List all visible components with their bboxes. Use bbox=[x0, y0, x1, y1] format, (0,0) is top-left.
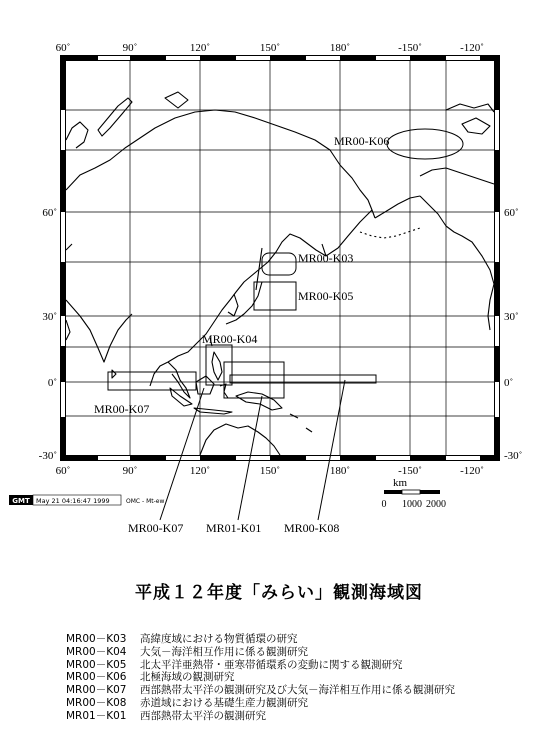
label-mr00-k04: MR00-K04 bbox=[202, 332, 258, 346]
legend-code: MR00－K05 bbox=[66, 658, 127, 671]
lat-tick-label: 60˚ bbox=[42, 207, 57, 219]
lat-tick-label: 0˚ bbox=[47, 377, 57, 389]
legend-code: MR00－K08 bbox=[66, 696, 127, 709]
legend-desc: 高緯度域における物質循環の研究 bbox=[140, 633, 298, 645]
legend-desc: 西部熱帯太平洋の観測研究及び大気－海洋相互作用に係る観測研究 bbox=[140, 684, 455, 697]
scale-unit: km bbox=[392, 477, 408, 489]
legend-item bbox=[66, 710, 455, 723]
lat-tick-label: -30˚ bbox=[504, 450, 523, 462]
legend-code: MR00－K04 bbox=[66, 645, 127, 658]
legend-code: MR01－K01 bbox=[66, 709, 127, 722]
legend-item bbox=[66, 659, 455, 672]
legend-list bbox=[66, 633, 455, 723]
label-bottom-mr00-k08: MR00-K08 bbox=[284, 521, 340, 535]
lat-tick-label: 0˚ bbox=[504, 377, 514, 389]
legend-desc: 北極海域の観測研究 bbox=[140, 671, 235, 684]
legend-desc: 北太平洋亜熱帯・亜寒帯循環系の変動に関する観測研究 bbox=[140, 658, 403, 671]
lon-tick-label: 90˚ bbox=[122, 42, 138, 54]
scale-label-2000: 2000 bbox=[426, 499, 446, 510]
lon-tick-label: 60˚ bbox=[55, 465, 71, 477]
area-mr00-k03 bbox=[262, 253, 296, 275]
lat-tick-label: 30˚ bbox=[504, 311, 519, 323]
legend-item bbox=[66, 671, 455, 684]
lon-tick-label: -120˚ bbox=[460, 42, 484, 54]
lon-tick-label: -120˚ bbox=[460, 465, 484, 477]
lat-tick-label: -30˚ bbox=[38, 450, 57, 462]
legend-code: MR00－K03 bbox=[66, 633, 127, 645]
lon-tick-label: 150˚ bbox=[259, 465, 281, 477]
lat-ticks-left bbox=[39, 207, 57, 462]
scale-label-0: 0 bbox=[381, 499, 387, 510]
gmt-badge: GMT bbox=[12, 497, 30, 505]
label-mr00-k06: MR00-K06 bbox=[334, 134, 390, 148]
lat-tick-label: 30˚ bbox=[42, 311, 57, 323]
lon-tick-label: 120˚ bbox=[189, 465, 211, 477]
graticule bbox=[66, 61, 494, 455]
scale-bar bbox=[382, 477, 447, 510]
lon-tick-label: 180˚ bbox=[329, 465, 351, 477]
legend-desc: 赤道域における基礎生産力観測研究 bbox=[140, 696, 308, 709]
gmt-stamp bbox=[9, 495, 164, 505]
legend-code: MR00－K07 bbox=[66, 684, 127, 697]
legend-item bbox=[66, 697, 455, 710]
label-mr00-k03: MR00-K03 bbox=[298, 251, 354, 265]
page-title: 平成１２年度「みらい」観測海域図 bbox=[135, 583, 423, 603]
legend-code: MR00－K06 bbox=[66, 671, 127, 684]
lon-ticks-bottom bbox=[56, 465, 484, 477]
map-frame bbox=[60, 55, 500, 461]
lon-tick-label: 60˚ bbox=[55, 42, 71, 54]
legend-item bbox=[66, 633, 455, 646]
lon-ticks-top bbox=[56, 42, 484, 54]
legend-desc: 大気－海洋相互作用に係る観測研究 bbox=[140, 645, 308, 658]
lon-tick-label: 120˚ bbox=[189, 42, 211, 54]
lon-tick-label: -150˚ bbox=[398, 465, 422, 477]
label-mr00-k07: MR00-K07 bbox=[94, 402, 150, 416]
scale-label-1000: 1000 bbox=[402, 499, 422, 510]
gmt-timestamp: May 21 04:16:47 1999 bbox=[36, 497, 110, 505]
lat-ticks-right bbox=[504, 207, 522, 462]
label-mr00-k05: MR00-K05 bbox=[298, 289, 354, 303]
label-bottom-mr01-k01: MR01-K01 bbox=[206, 521, 262, 535]
legend-item bbox=[66, 646, 455, 659]
lon-tick-label: 180˚ bbox=[329, 42, 351, 54]
legend-item bbox=[66, 684, 455, 697]
area-mr00-k06 bbox=[387, 129, 463, 159]
lon-tick-label: 90˚ bbox=[122, 465, 138, 477]
lon-tick-label: 150˚ bbox=[259, 42, 281, 54]
label-bottom-mr00-k07: MR00-K07 bbox=[128, 521, 184, 535]
credit: OMC - Mt-ew bbox=[126, 498, 165, 505]
legend-desc: 西部熱帯太平洋の観測研究 bbox=[140, 709, 266, 722]
lon-tick-label: -150˚ bbox=[398, 42, 422, 54]
lat-tick-label: 60˚ bbox=[504, 207, 519, 219]
